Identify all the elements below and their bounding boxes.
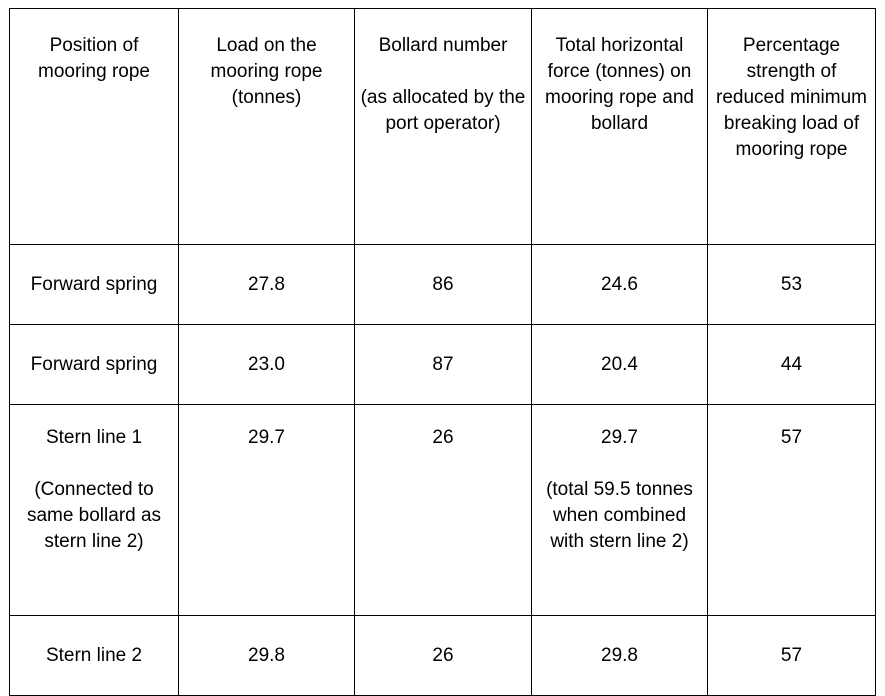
cell-bollard: 86 <box>355 245 532 325</box>
header-bollard-note: (as allocated by the port operator) <box>360 87 526 134</box>
mooring-rope-table <box>9 8 876 696</box>
table-row <box>10 245 876 325</box>
cell-total-force <box>532 405 708 616</box>
header-total-force <box>532 9 708 245</box>
cell-bollard: 87 <box>355 325 532 405</box>
cell-percentage: 44 <box>708 325 876 405</box>
cell-position: Stern line 2 <box>10 616 179 696</box>
table-header-row <box>10 9 876 245</box>
header-position-label: Position of mooring rope <box>38 35 150 82</box>
cell-position-label: Stern line 1 <box>45 427 143 448</box>
cell-position: Forward spring <box>10 325 179 405</box>
cell-position <box>10 405 179 616</box>
cell-total-force: 29.8 <box>532 616 708 696</box>
header-percentage-label: Percentage strength of reduced minimum breaking load of mooring rope <box>716 35 867 160</box>
cell-load: 27.8 <box>179 245 355 325</box>
header-total-force-label: Total horizontal force (tonnes) on mooring rope and bollard <box>545 35 694 134</box>
cell-percentage: 57 <box>708 405 876 616</box>
header-load-label: Load on the mooring rope (tonnes) <box>210 35 323 108</box>
cell-position: Forward spring <box>10 245 179 325</box>
header-bollard <box>355 9 532 245</box>
cell-percentage: 57 <box>708 616 876 696</box>
table-row <box>10 325 876 405</box>
table-row <box>10 405 876 616</box>
cell-total-force: 20.4 <box>532 325 708 405</box>
header-position <box>10 9 179 245</box>
cell-position-note: (Connected to same bollard as stern line 2) <box>26 479 162 552</box>
cell-bollard: 26 <box>355 616 532 696</box>
table-row <box>10 616 876 696</box>
cell-total-force-value: 29.7 <box>601 427 638 448</box>
cell-load: 29.7 <box>179 405 355 616</box>
cell-load: 23.0 <box>179 325 355 405</box>
cell-total-force-note: (total 59.5 tonnes when combined with stern line 2) <box>546 479 693 552</box>
cell-total-force: 24.6 <box>532 245 708 325</box>
header-load <box>179 9 355 245</box>
header-percentage <box>708 9 876 245</box>
cell-bollard: 26 <box>355 405 532 616</box>
cell-load: 29.8 <box>179 616 355 696</box>
cell-percentage: 53 <box>708 245 876 325</box>
header-bollard-label: Bollard number <box>378 35 508 56</box>
